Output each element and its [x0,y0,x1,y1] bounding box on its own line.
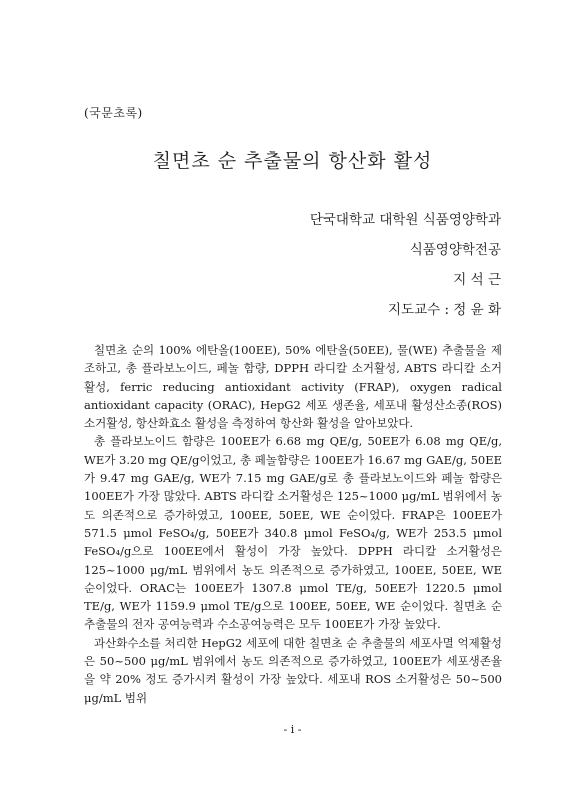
abstract-body [84,341,502,707]
section-label: (국문초록) [84,106,143,120]
author-name: 지 석 근 [453,272,501,288]
abstract-paragraph-1: 칠면초 순의 100% 에탄올(100EE), 50% 에탄올(50EE), 물(WE) 추출물을 제조하고, 총 플라보노이드, 페놀 함량, DPPH 라디칼 소거활성, ABTS 라디칼 소거활성, ferric reducing antioxidant activity (FRAP), oxygen radical antioxidant capacity (ORAC), HepG2 세포 생존율, 세포내 활성산소종(ROS) 소거활성, 항산화효소 활성을 측정하여 항산화 활성을 알아보았다. [84,343,502,431]
author-block [310,214,501,334]
university-department: 단국대학교 대학원 식품영양학과 [309,212,501,228]
document-title: 칠면초 순 추출물의 항산화 활성 [152,150,433,172]
major: 식품영양학전공 [409,242,501,258]
abstract-paragraph-3: 과산화수소를 처리한 HepG2 세포에 대한 칠면초 순 추출물의 세포사멸 억제활성은 50~500 μg/mL 범위에서 농도 의존적으로 증가하였고, 100EE가 세포생존율을 약 20% 정도 증가시켜 활성이 가장 높았다. 세포내 ROS 소거활성은 50~500 μg/mL 범위 [84,635,502,705]
abstract-paragraph-2: 총 플라보노이드 함량은 100EE가 6.68 mg QE/g, 50EE가 6.08 mg QE/g, WE가 3.20 mg QE/g이었고, 총 페놀함량은 100EE가 16.67 mg GAE/g, 50EE가 9.47 mg GAE/g, WE가 7.15 mg GAE/g로 총 플라보노이드와 페놀 함량은 100EE가 가장 많았다. ABTS 라디칼 소거활성은 125~1000 μg/mL 범위에서 농도 의존적으로 증가하였고, 100EE, 50EE, WE 순이었다. FRAP은 100EE가 571.5 μmol FeSO₄/g, 50EE가 340.8 μmol FeSO₄/g, WE가 253.5 μmol FeSO₄/g으로 100EE에서 활성이 가장 높았다. DPPH 라디칼 소거활성은 125~1000 μg/mL 범위에서 농도 의존적으로 증가하였고, 100EE, 50EE, WE 순이었다. ORAC는 100EE가 1307.8 μmol TE/g, 50EE가 1220.5 μmol TE/g, WE가 1159.9 μmol TE/g으로 100EE, 50EE, WE 순이었다. 칠면초 순 추출물의 전자 공여능력과 수소공여능력은 모두 100EE가 가장 높았다. [84,434,502,632]
advisor: 지도교수 : 정 윤 화 [387,302,501,318]
page-number: - i - [283,723,302,736]
